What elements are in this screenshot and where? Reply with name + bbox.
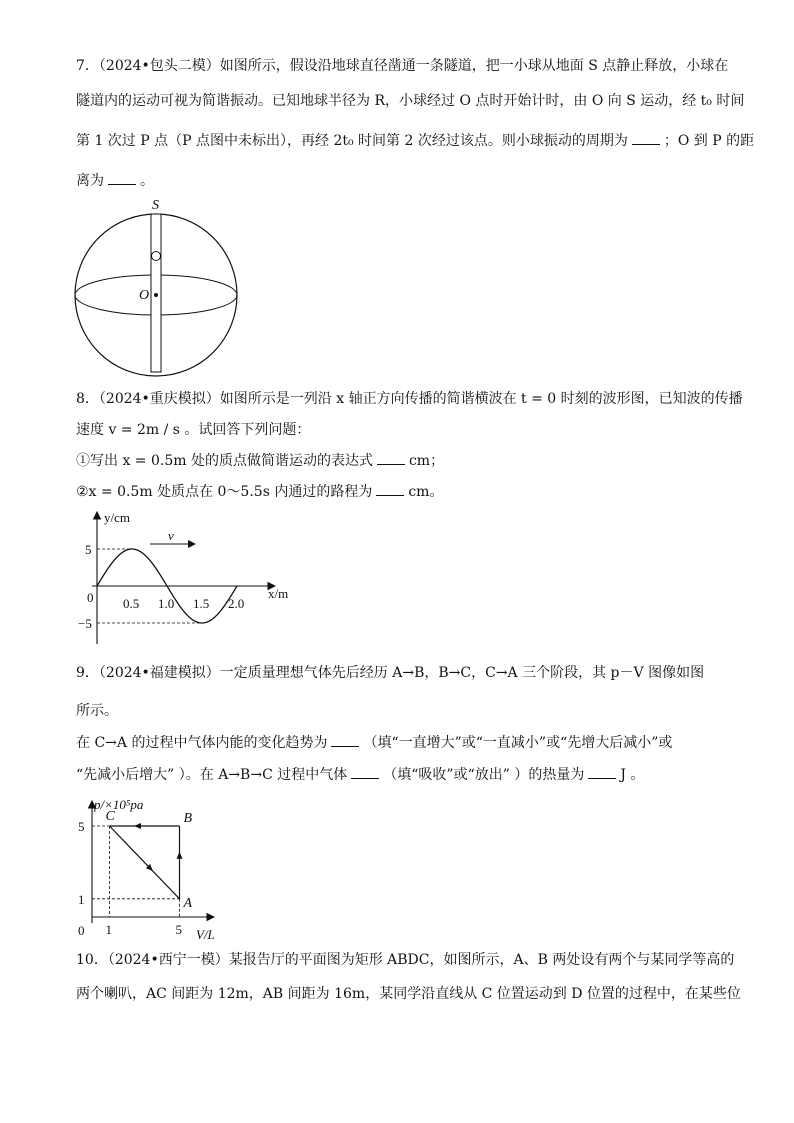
q8-line-3-text: ①写出 x = 0.5m 处的质点做简谐运动的表达式 <box>76 453 373 469</box>
q7-line-4 <box>76 171 154 191</box>
q8-line-2: 速度 v = 2m / s 。试回答下列问题： <box>76 422 311 438</box>
pv-point-label: A <box>183 895 193 911</box>
q9-line-4 <box>76 765 644 785</box>
answer-blank <box>108 172 136 185</box>
wave-chart <box>70 506 310 651</box>
y-tick-label: 5 <box>85 542 92 557</box>
q9-line-2: 所示。 <box>76 703 118 719</box>
q8-line-4-text: ②x = 0.5m 处质点在 0～5.5s 内通过的路程为 <box>76 484 373 500</box>
pv-point-label: C <box>105 809 115 824</box>
y-axis-label: y/cm <box>104 510 130 525</box>
pv-x-axis-label: V/L <box>196 927 215 942</box>
pv-y-tick-label: 1 <box>78 891 85 907</box>
x-axis-label: x/m <box>268 586 289 601</box>
pv-y-axis-label: p/×10⁵pa <box>94 797 144 812</box>
pv-x-tick-label: 1 <box>105 922 112 937</box>
earth-tunnel-figure <box>72 196 242 376</box>
velocity-label: v <box>168 528 174 543</box>
q10-line-2: 两个喇叭，AC 间距为 12m，AB 间距为 16m，某同学沿直线从 C 位置运动到 D 位置的过程中，在某些位 <box>76 986 741 1002</box>
ball <box>152 252 161 261</box>
q7-line-3-text-end: ；O 到 P 的距 <box>663 133 755 149</box>
q8-line-1: 8．（2024•重庆模拟）如图所示是一列沿 x 轴正方向传播的简谐横波在 t = 0 时刻的波形图，已知波的传播 <box>76 391 743 407</box>
answer-blank <box>632 132 660 145</box>
q10-line-1: 10．（2024•西宁一模）某报告厅的平面图为矩形 ABDC，如图所示，A、B 两处设有两个与某同学等高的 <box>76 952 735 968</box>
q8-line-4 <box>76 482 443 502</box>
q9-line-3 <box>76 733 672 753</box>
pv-chart <box>74 795 244 945</box>
q7-line-2: 隧道内的运动可视为简谐振动。已知地球半径为 R，小球经过 O 点时开始计时，由 O 向 S 运动，经 t₀ 时间 <box>76 93 745 109</box>
answer-blank <box>377 452 405 465</box>
x-tick-label: 0.5 <box>123 596 140 611</box>
q9-line-3-options: （填“一直增大”或“一直减小”或“先增大后减小”或 <box>363 735 673 751</box>
pv-origin-label: 0 <box>78 923 85 938</box>
label-o: O <box>139 288 150 303</box>
q7-line-3-text: 第 1 次过 P 点（P 点图中未标出），再经 2t₀ 时间第 2 次经过该点。则小球振动的周期为 <box>76 133 628 149</box>
pv-segment-CA <box>110 826 180 899</box>
x-tick-label: 2.0 <box>228 596 245 611</box>
answer-blank <box>331 734 359 747</box>
q7-line-4-end: 。 <box>140 173 154 189</box>
q9-line-4-text: “先减小后增大” ）。在 A→B→C 过程中气体 <box>76 767 348 783</box>
y-tick-label: −5 <box>78 616 92 631</box>
q8-line-3 <box>76 451 444 471</box>
q9-line-4-unit: J 。 <box>620 767 645 783</box>
x-tick-label: 1.5 <box>193 596 210 611</box>
q8-line-3-unit: cm； <box>408 453 445 469</box>
answer-blank <box>588 766 616 779</box>
x-tick-label: 1.0 <box>158 596 175 611</box>
answer-blank <box>376 483 404 496</box>
q9-line-4-options: （填“吸收”或“放出” ）的热量为 <box>383 767 585 783</box>
q7-line-3 <box>76 131 754 151</box>
center-point <box>154 293 158 297</box>
pv-point-label: B <box>183 811 193 826</box>
q8-line-4-unit: cm。 <box>408 484 444 500</box>
answer-blank <box>351 766 379 779</box>
label-s: S <box>152 198 159 213</box>
q9-line-1: 9．（2024•福建模拟）一定质量理想气体先后经历 A→B，B→C，C→A 三个阶段，其 p－V 图像如图 <box>76 665 705 681</box>
q7-line-1: 7．（2024•包头二模）如图所示，假设沿地球直径凿通一条隧道，把一小球从地面 S 点静止释放，小球在 <box>76 58 729 74</box>
q9-line-3-text: 在 C→A 的过程中气体内能的变化趋势为 <box>76 735 328 751</box>
pv-direction-arrow <box>177 852 183 859</box>
pv-guide-lines <box>92 826 180 917</box>
pv-x-tick-label: 5 <box>175 922 182 937</box>
q7-line-4-text: 离为 <box>76 173 104 189</box>
pv-y-tick-label: 5 <box>78 819 85 834</box>
x-tick-label: 0 <box>87 590 94 605</box>
pv-direction-arrow <box>134 823 141 829</box>
